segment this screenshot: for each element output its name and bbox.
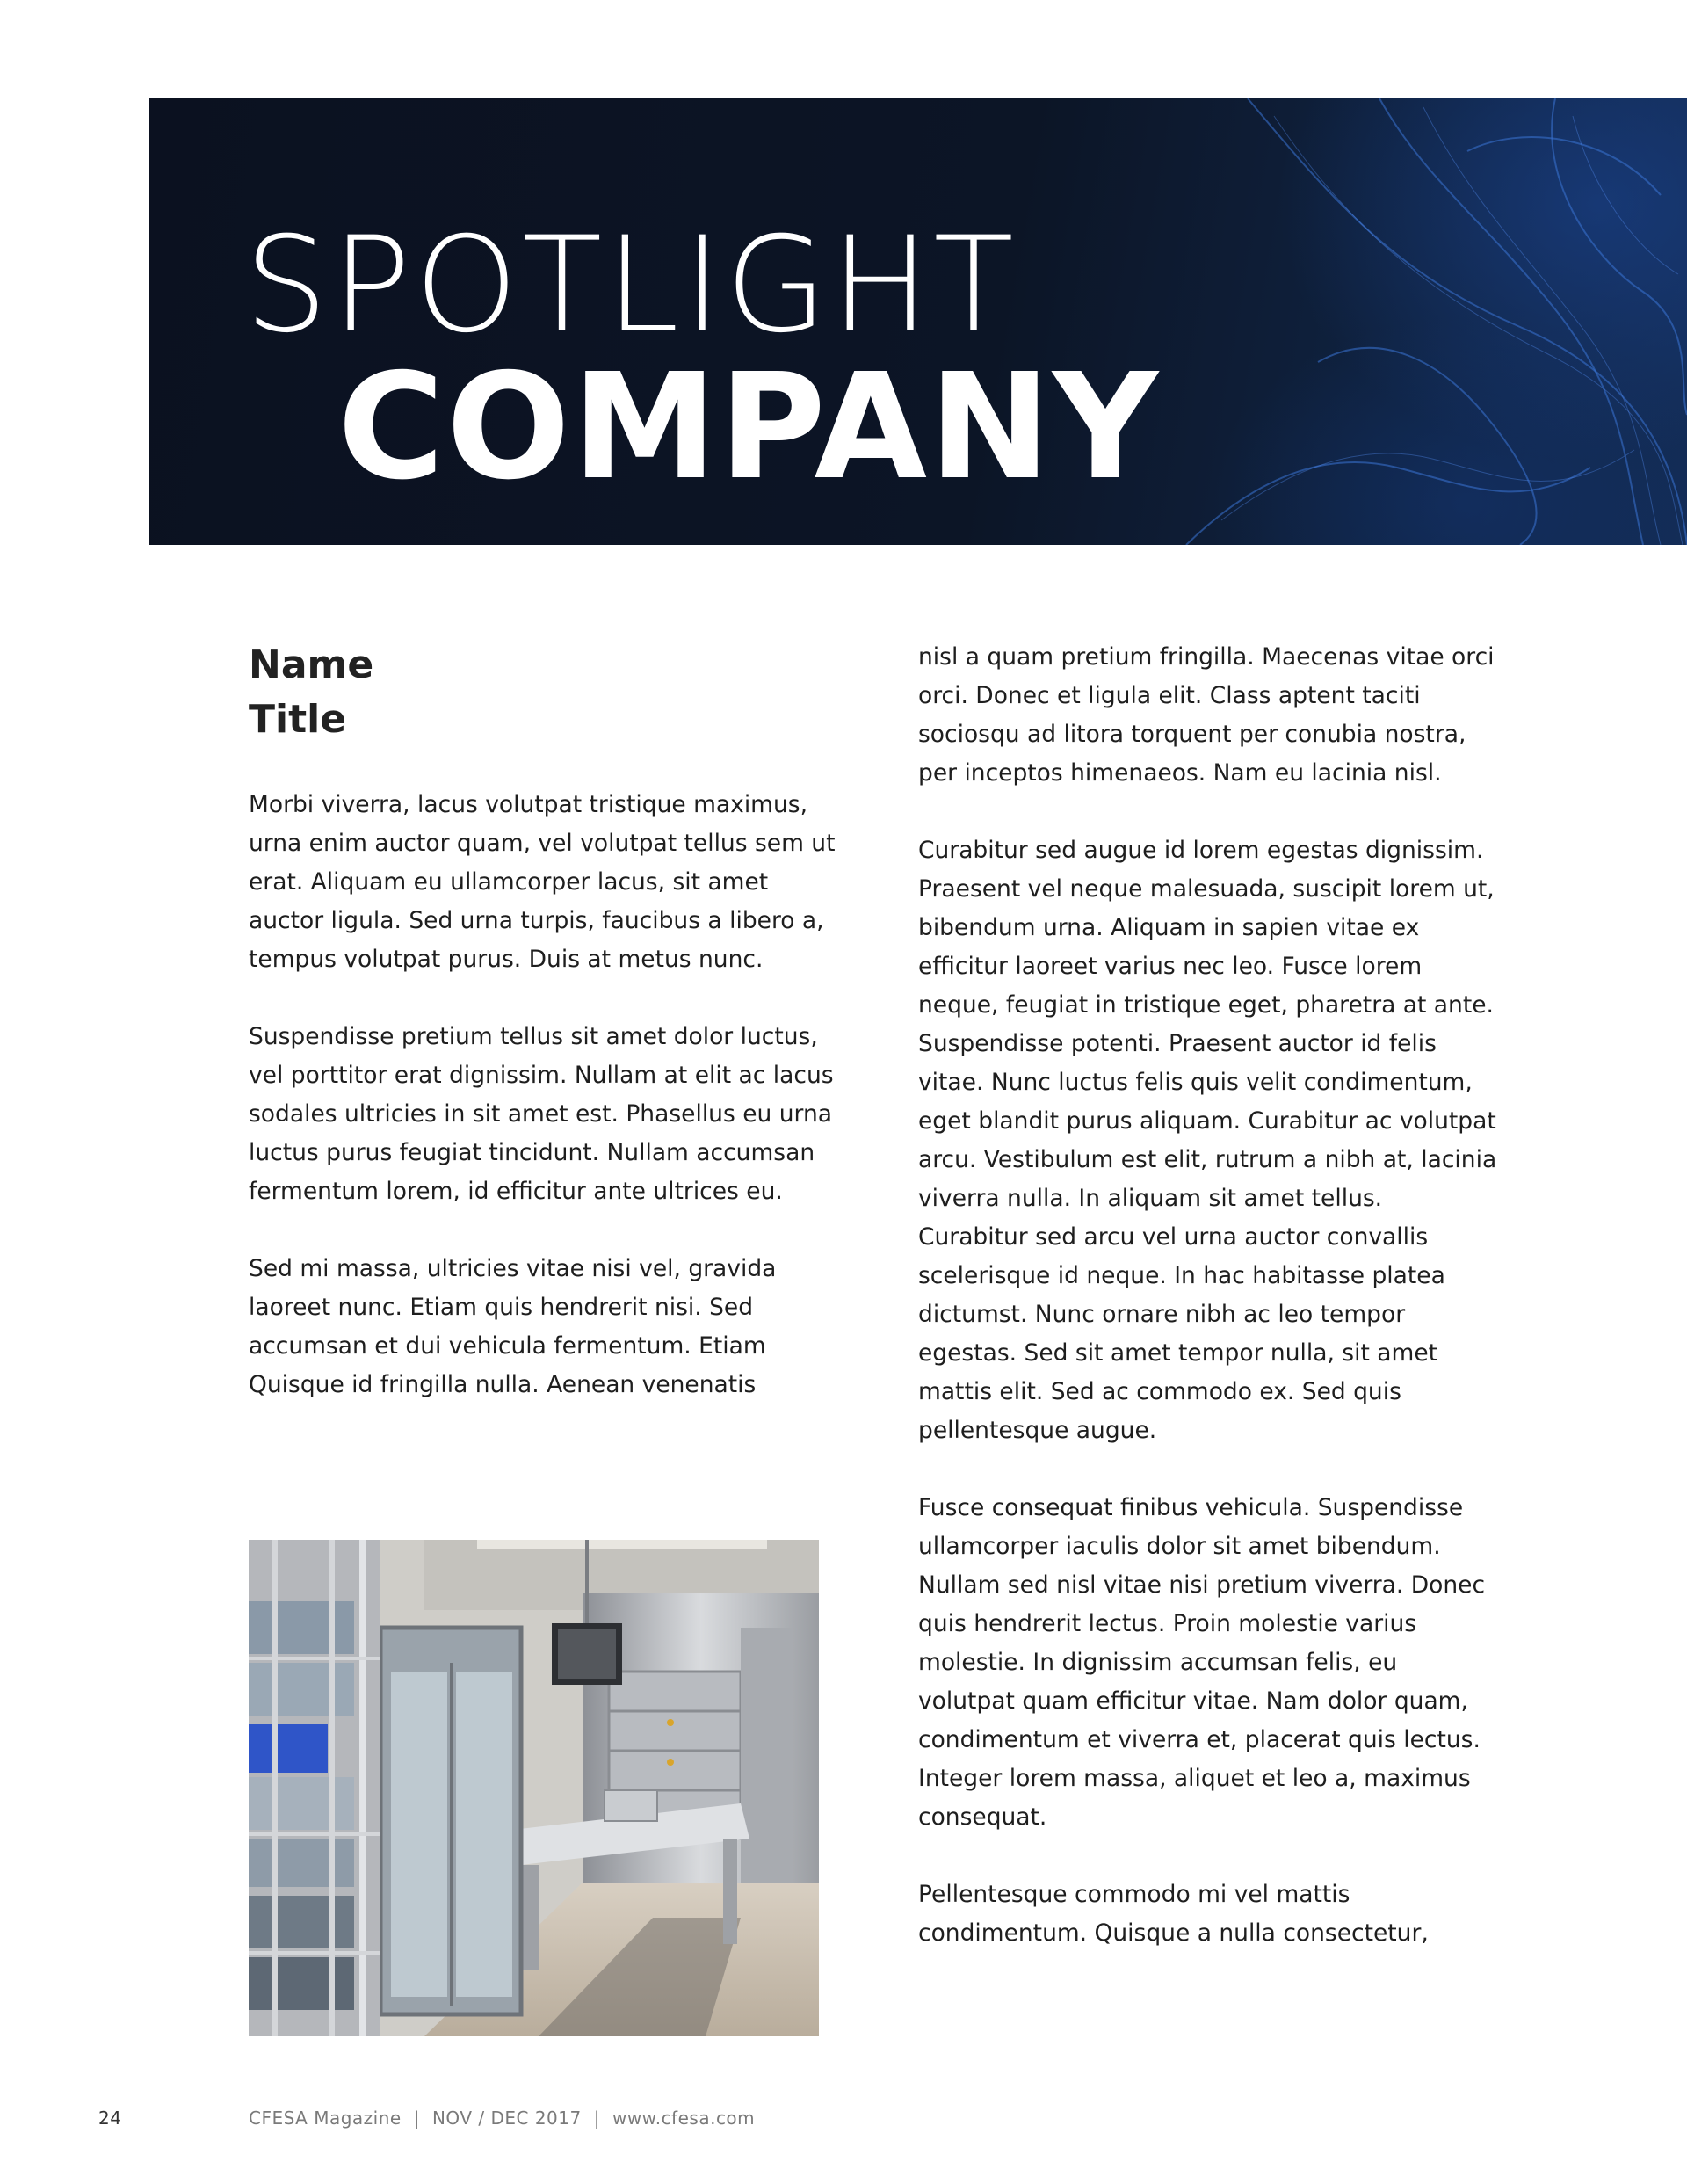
body-paragraph: Curabitur sed augue id lorem egestas dignissim. Praesent vel neque malesuada, suscipit lorem ut, bibendum urna. Aliquam in sapien vitae ex efficitur laoreet varius nec leo. Fusce lorem neque, feugiat in tristique eget, pharetra at ante. Suspendisse potenti. Praesent auctor id felis vitae. Nunc luctus felis quis velit condimentum, eget blandit purus aliquam. Curabitur ac volutpat arcu. Vestibulum est elit, rutrum a nibh at, lacinia viverra nulla. In aliquam sit amet tellus. Curabitur sed arcu vel urna auctor convallis scelerisque id neque. In hac habitasse platea dictumst. Nunc ornare nibh ac leo tempor egestas. Sed sit amet tempor nulla, sit amet mattis elit. Sed ac commodo ex. Sed quis pellentesque augue.	[918, 837, 1497, 1444]
profile-name: Name	[249, 642, 374, 687]
kitchen-illustration	[249, 1540, 819, 2036]
right-column	[918, 638, 1498, 1992]
footer-website-link[interactable]: www.cfesa.com	[612, 2108, 756, 2129]
banner-title-company: COMPANY	[337, 343, 1161, 512]
commercial-kitchen-photo	[249, 1540, 819, 2036]
left-column	[249, 638, 846, 1443]
footer-issue: NOV / DEC 2017	[431, 2108, 582, 2129]
footer-credit	[249, 2108, 755, 2129]
header-banner	[149, 98, 1687, 545]
body-paragraph: Suspendisse pretium tellus sit amet dolor luctus, vel porttitor erat dignissim. Nullam at elit ac lacus sodales ultricies in sit amet est. Phasellus eu urna luctus purus feugiat tincidunt. Nullam accumsan fermentum lorem, id efficitur ante ultrices eu.	[249, 1023, 834, 1205]
profile-title: Title	[249, 697, 347, 742]
left-column-body	[249, 786, 846, 1404]
body-paragraph: Pellentesque commodo mi vel mattis condimentum. Quisque a nulla consectetur,	[918, 1881, 1429, 1947]
page-number: 24	[98, 2108, 122, 2129]
footer-separator: |	[593, 2108, 600, 2129]
footer-separator: |	[413, 2108, 420, 2129]
banner-title-spotlight: SPOTLIGHT	[244, 209, 1017, 362]
body-paragraph: Sed mi massa, ultricies vitae nisi vel, gravida laoreet nunc. Etiam quis hendrerit nisi. Sed accumsan et dui vehicula fermentum. Etiam Quisque id fringilla nulla. Aenean venenatis	[249, 1255, 777, 1398]
footer-publication: CFESA Magazine	[249, 2108, 402, 2129]
body-paragraph: nisl a quam pretium fringilla. Maecenas vitae orci orci. Donec et ligula elit. Class aptent taciti sociosqu ad litora torquent per conubia nostra, per inceptos himenaeos. Nam eu lacinia nisl.	[918, 643, 1495, 787]
body-paragraph: Fusce consequat finibus vehicula. Suspendisse ullamcorper iaculis dolor sit amet bibendum. Nullam sed nisl vitae nisi pretium viverra. Donec quis hendrerit lectus. Proin molestie varius molestie. In dignissim accumsan felis, eu volutpat quam efficitur vitae. Nam dolor quam, condimentum et viverra et, placerat quis lectus. Integer lorem massa, aliquet et leo a, maximus consequat.	[918, 1494, 1486, 1831]
body-paragraph: Morbi viverra, lacus volutpat tristique maximus, urna enim auctor quam, vel volutpat tellus sem ut erat. Aliquam eu ullamcorper lacus, sit amet auctor ligula. Sed urna turpis, faucibus a libero a, tempus volutpat purus. Duis at metus nunc.	[249, 791, 836, 973]
